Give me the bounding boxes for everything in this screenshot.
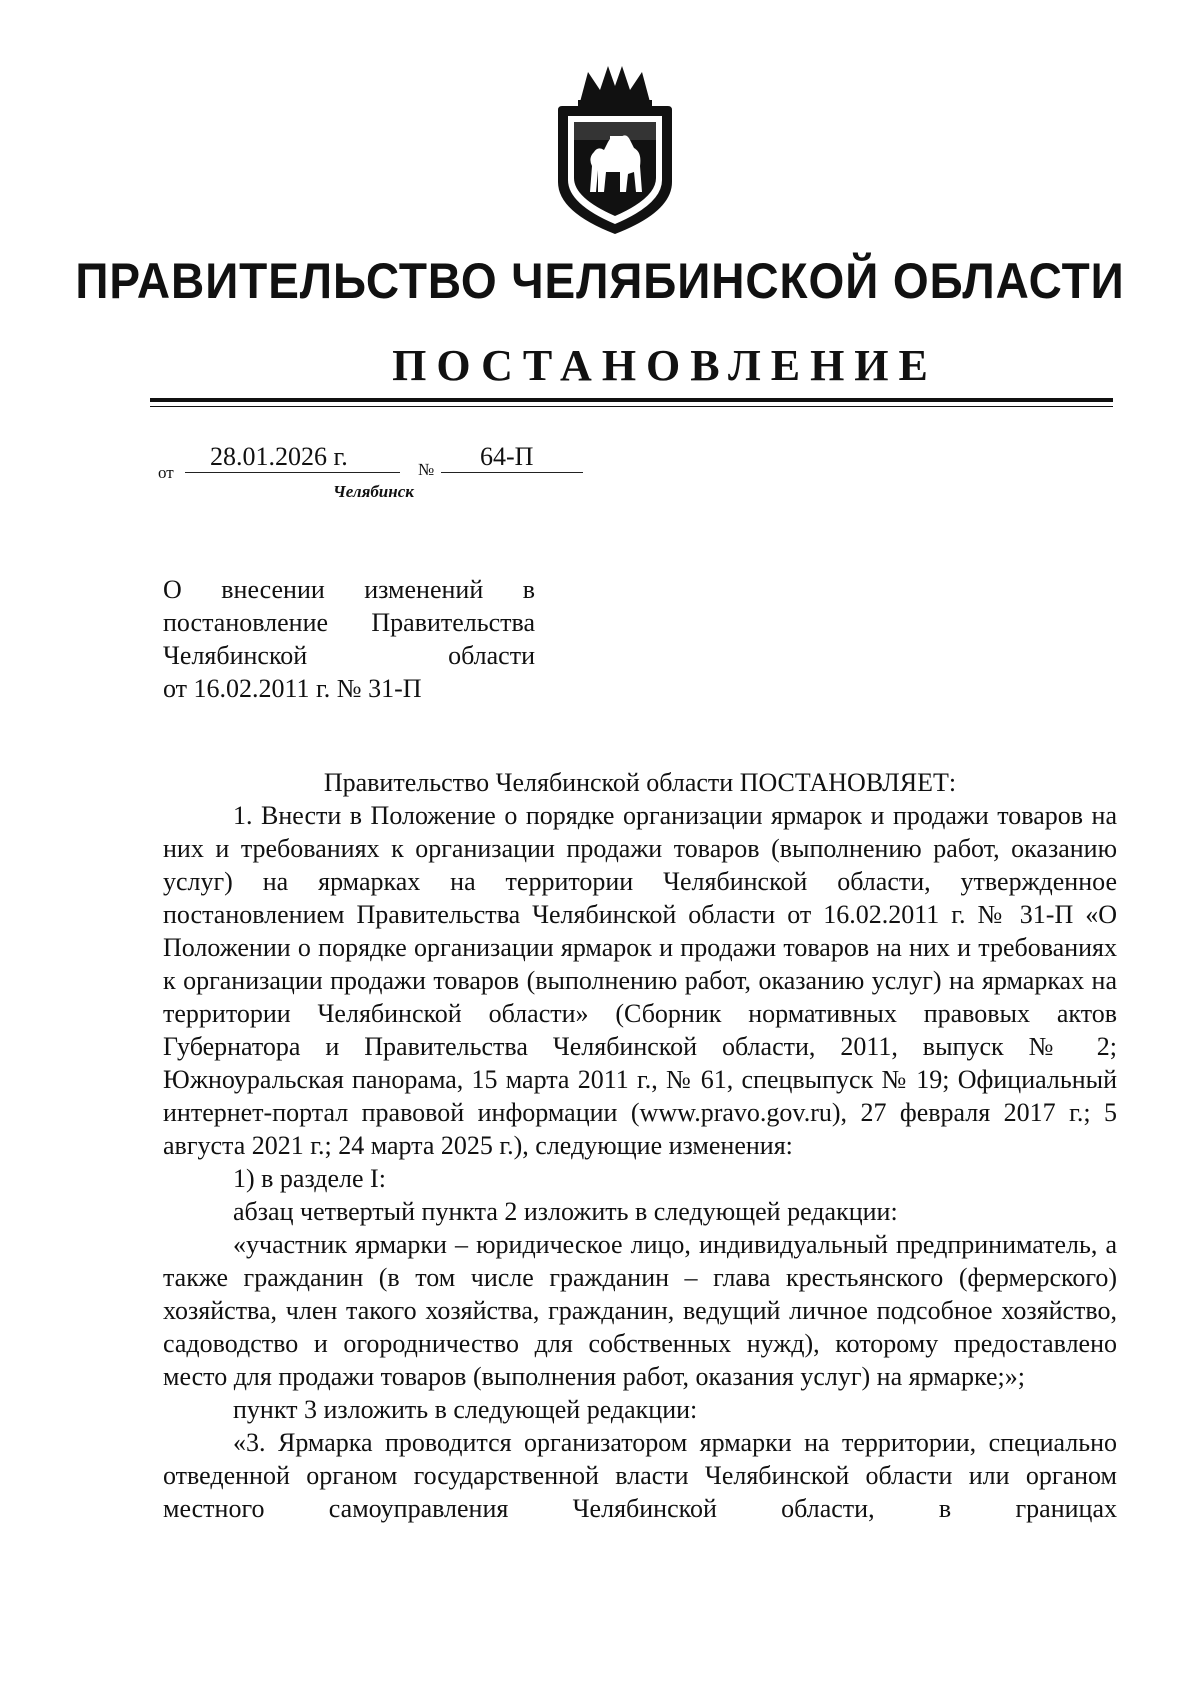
city-label: Челябинск — [333, 482, 414, 501]
paragraph-3: абзац четвертый пункта 2 изложить в следующей редакции: — [233, 1197, 898, 1226]
resolution-intro: Правительство Челябинской области ПОСТАНОВЛЯЕТ: — [323, 768, 957, 797]
subject-line: от 16.02.2011 г. № 31-П — [163, 674, 422, 703]
coat-of-arms-icon — [550, 62, 680, 237]
header-rule-thick — [150, 398, 1113, 402]
document-type-heading: ПОСТАНОВЛЕНИЕ — [392, 341, 938, 390]
paragraph-4: «участник ярмарки – юридическое лицо, индивидуальный предприниматель, а также гражданин (в том числе гражданин – глава крестьянского (фермерского) хозяйства, член такого хозяйства, гражданин, ведущий личное подсобное хозяйство, садоводство и огородничество для собственных нужд), которому предоставлено место для продажи товаров (выполнения работ, оказания услуг) на ярмарке;»; — [163, 1230, 1117, 1391]
subject-line: Челябинской области — [163, 641, 535, 670]
government-title: ПРАВИТЕЛЬСТВО ЧЕЛЯБИНСКОЙ ОБЛАСТИ — [75, 253, 1125, 309]
document-subject — [163, 573, 535, 705]
date-underline — [185, 472, 400, 473]
document-date: 28.01.2026 г. — [210, 442, 348, 471]
paragraph-1: 1. Внести в Положение о порядке организации ярмарок и продажи товаров на них и требованиях к организации продажи товаров (выполнению работ, оказанию услуг) на ярмарках на территории Челябинской области, утвержденное постановлением Правительства Челябинской области от 16.02.2011 г. № 31-П «О Положении о порядке организации ярмарок и продажи товаров на них и требованиях к организации продажи товаров (выполнению работ, оказанию услуг) на ярмарках на территории Челябинской области» (Сборник нормативных правовых актов Губернатора и Правительства Челябинской области, 2011, выпуск № 2; Южноуральская панорама, 15 марта 2011 г., № 61, спецвыпуск № 19; Официальный интернет-портал правовой информации (www.pravo.gov.ru), 27 февраля 2017 г.; 5 августа 2021 г.; 24 марта 2025 г.), следующие изменения: — [163, 801, 1117, 1160]
number-label: № — [418, 460, 435, 479]
document-body — [163, 766, 1117, 1525]
subject-line: постановление Правительства — [163, 608, 535, 637]
subject-line: О внесении изменений в — [163, 575, 535, 604]
paragraph-6: «3. Ярмарка проводится организатором ярмарки на территории, специально отведенной органом государственной власти Челябинской области или органом местного самоуправления Челябинской области, в границах — [163, 1428, 1117, 1523]
from-label: от — [158, 463, 174, 482]
number-underline — [441, 472, 583, 473]
paragraph-2: 1) в разделе I: — [233, 1164, 386, 1193]
document-number: 64-П — [480, 442, 534, 471]
paragraph-5: пункт 3 изложить в следующей редакции: — [233, 1395, 698, 1424]
header-rule-thin — [150, 406, 1113, 407]
